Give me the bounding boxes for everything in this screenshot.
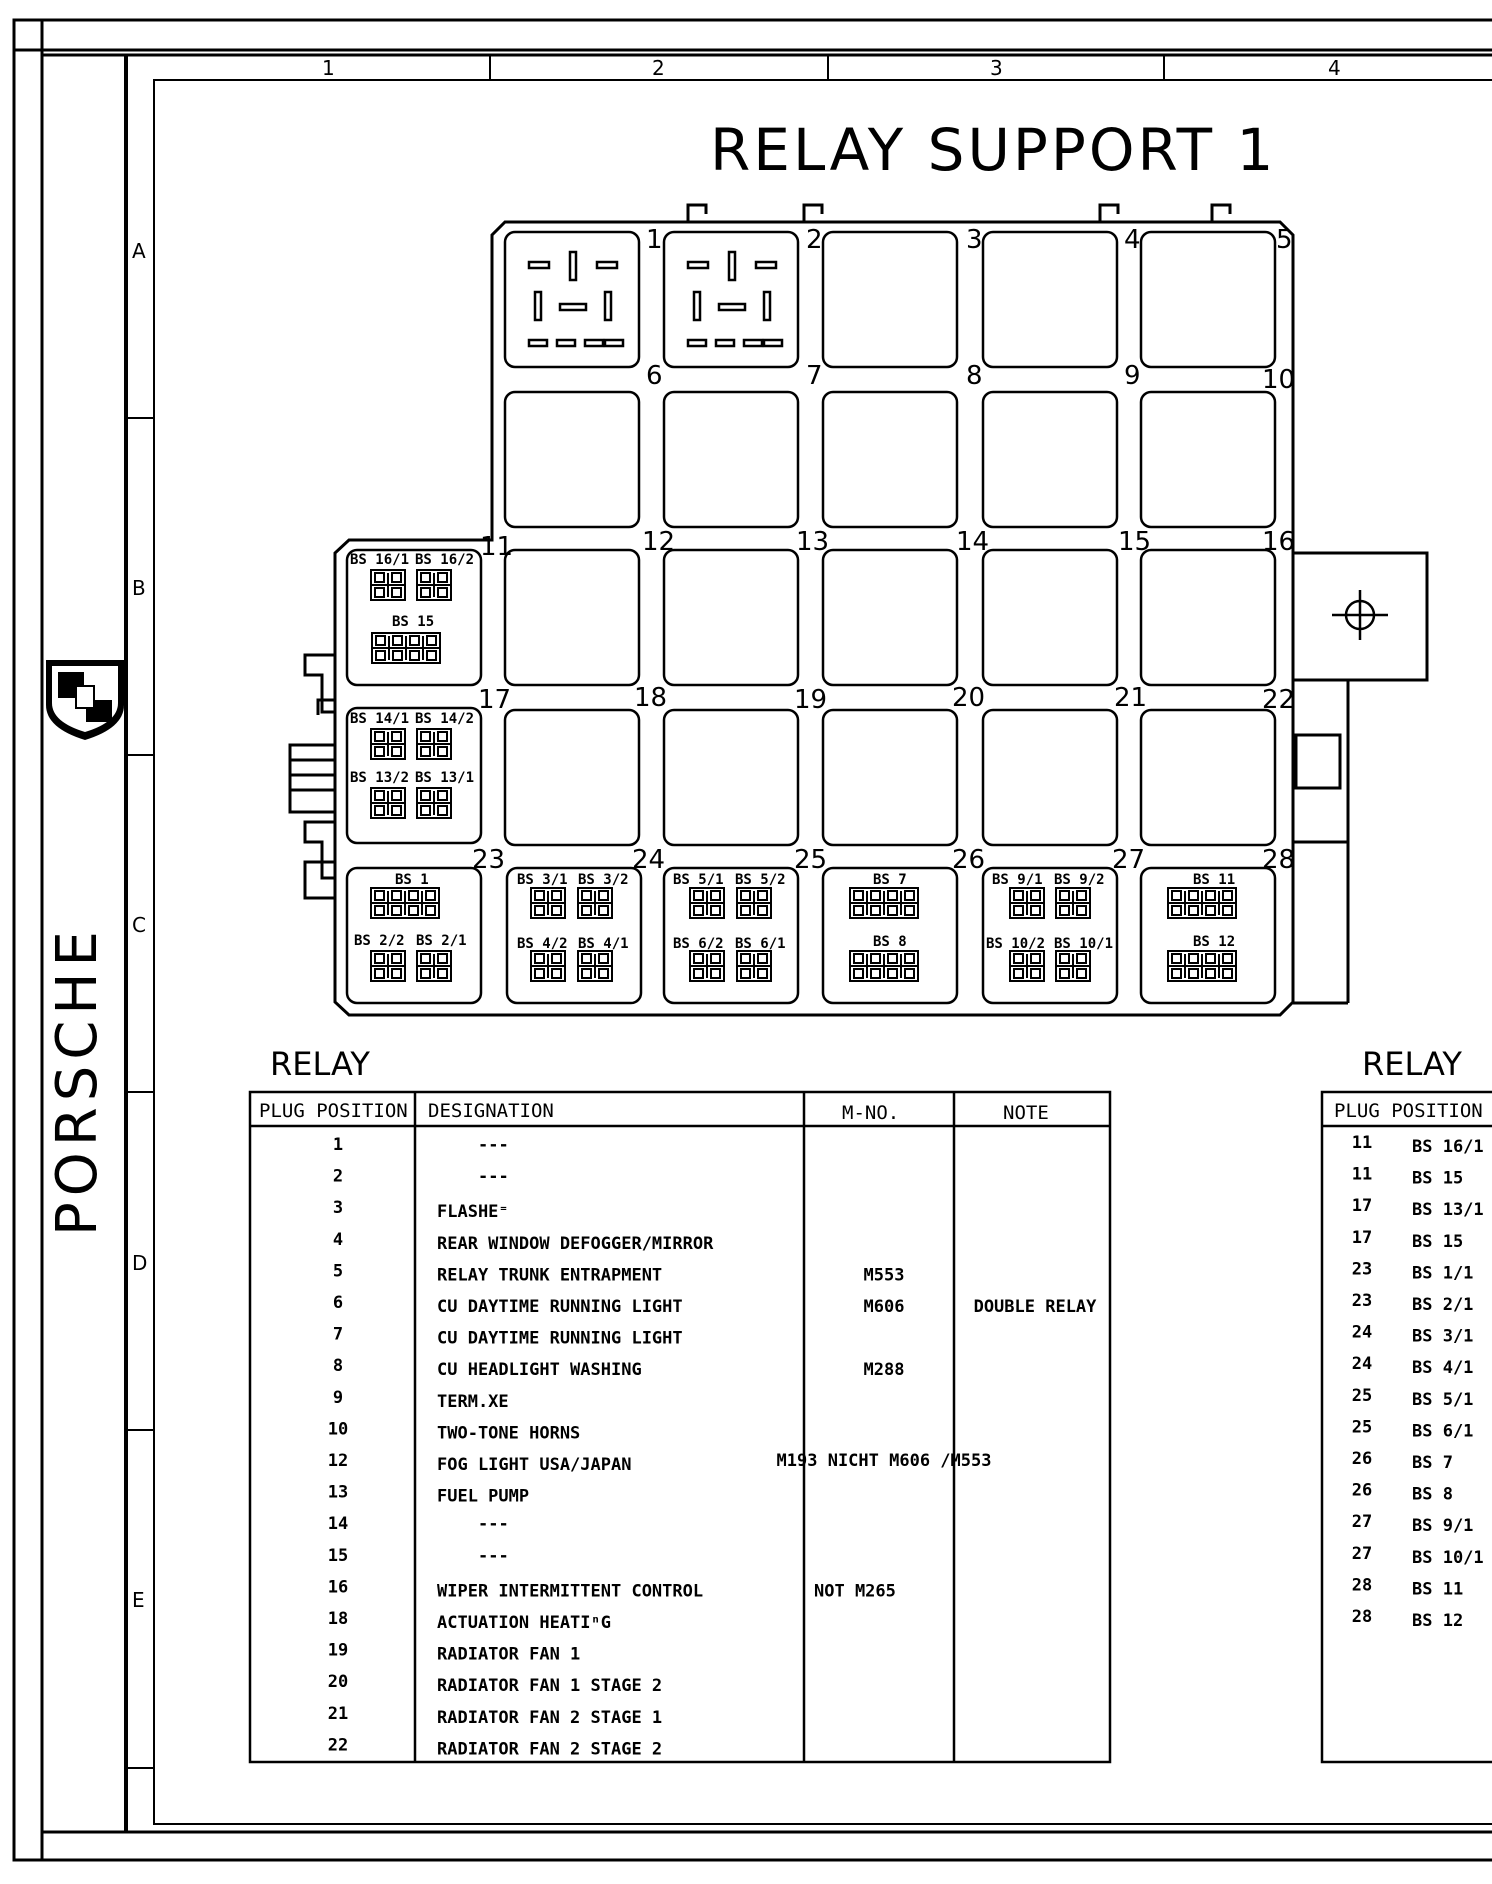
slot-number: 11	[480, 532, 514, 562]
plug-blocks	[347, 550, 1275, 1003]
slot-number: 6	[646, 361, 663, 391]
slot-number: 2	[806, 225, 823, 255]
bs-label: BS 4/2	[517, 936, 568, 952]
cell-bs: BS 6/1	[1412, 1421, 1474, 1442]
col-label-1: 1	[322, 56, 335, 80]
diagram-title: RELAY SUPPORT 1	[710, 116, 1277, 184]
cell-designation: FLASHE⁼	[437, 1202, 509, 1223]
cell-m-no: M288	[863, 1360, 905, 1381]
cell-bs: BS 9/1	[1412, 1516, 1474, 1537]
plug-connector-icon	[531, 951, 565, 981]
slot-number: 12	[642, 527, 676, 557]
cell-plug-position: 22	[327, 1735, 349, 1756]
cell-bs: BS 10/1	[1412, 1547, 1484, 1568]
cell-bs: BS 5/1	[1412, 1389, 1474, 1410]
cell-designation: RADIATOR FAN 1 STAGE 2	[437, 1676, 663, 1697]
cell-plug-position: 10	[327, 1419, 349, 1440]
bs-label: BS 12	[1193, 934, 1236, 950]
relay-slot-10	[1141, 392, 1275, 527]
plug-connector-icon	[417, 788, 451, 818]
bs-label: BS 7	[873, 872, 907, 888]
cell-bs: BS 15	[1412, 1168, 1464, 1189]
bs-label: BS 5/1	[673, 872, 724, 888]
plug-connector-icon	[1168, 888, 1236, 918]
cell-plug-position: 8	[332, 1356, 344, 1377]
cell-plug-position: 27	[1351, 1512, 1373, 1533]
cell-plug-position: 9	[332, 1387, 344, 1408]
cell-m-no: M193 NICHT M606 /M553	[776, 1451, 992, 1471]
plug-connector-icon	[850, 888, 918, 918]
cell-plug-position: 5	[332, 1261, 344, 1282]
table-2-col-header-plug-position: PLUG POSITION	[1334, 1100, 1483, 1122]
cell-plug-position: 3	[332, 1198, 344, 1219]
slot-number: 27	[1112, 845, 1146, 875]
relay-table-2-heading: RELAY	[1362, 1045, 1462, 1083]
column-ruler	[322, 55, 1341, 80]
slot-number: 22	[1262, 685, 1296, 715]
cell-designation: WIPER INTERMITTENT CONTROL	[437, 1581, 704, 1602]
cell-note: DOUBLE RELAY	[973, 1297, 1097, 1317]
bs-label: BS 2/1	[416, 933, 467, 949]
col-header-designation: DESIGNATION	[428, 1100, 554, 1122]
cell-plug-position: 25	[1351, 1385, 1373, 1406]
cell-plug-position: 24	[1351, 1354, 1373, 1375]
slot-number: 23	[472, 845, 506, 875]
plug-connector-symbols	[371, 570, 1236, 981]
cell-designation: ---	[478, 1166, 509, 1187]
porsche-crest-icon	[46, 660, 124, 740]
cell-designation: FUEL PUMP	[437, 1486, 530, 1507]
cell-designation: TERM.XE	[437, 1391, 509, 1412]
plug-connector-icon	[737, 888, 771, 918]
bs-label: BS 5/2	[735, 872, 786, 888]
cell-plug-position: 17	[1351, 1227, 1373, 1248]
relay-pinout-icon	[529, 252, 623, 346]
plug-connector-icon	[371, 788, 405, 818]
plug-connector-icon	[417, 951, 451, 981]
bs-label: BS 15	[392, 614, 435, 630]
cell-plug-position: 4	[332, 1229, 344, 1250]
cell-plug-position: 18	[327, 1609, 349, 1629]
plug-connector-icon	[1056, 888, 1090, 918]
relay-slot-13	[823, 550, 957, 685]
cell-designation: RADIATOR FAN 1	[437, 1644, 581, 1665]
bs-label: BS 13/2	[350, 770, 410, 786]
slot-number: 21	[1114, 683, 1148, 713]
plug-connector-icon	[417, 570, 451, 600]
relay-table-2-body	[1352, 1133, 1484, 1631]
cell-m-no: M553	[863, 1265, 905, 1286]
relay-slot-12	[664, 550, 798, 685]
cell-plug-position: 25	[1351, 1417, 1373, 1438]
plug-connector-icon	[690, 888, 724, 918]
bs-label: BS 14/2	[415, 711, 475, 727]
cell-plug-position: 14	[327, 1514, 349, 1535]
slot-number: 26	[952, 845, 986, 875]
cell-plug-position: 26	[1351, 1480, 1373, 1501]
cell-plug-position: 16	[327, 1577, 349, 1598]
cell-bs: BS 12	[1412, 1611, 1464, 1631]
cell-bs: BS 2/1	[1412, 1295, 1474, 1315]
cell-designation: ---	[478, 1514, 509, 1535]
plug-connector-icon	[1010, 951, 1044, 981]
bs-label: BS 8	[873, 934, 907, 950]
relay-slot-16	[505, 710, 639, 845]
cell-designation: CU DAYTIME RUNNING LIGHT	[437, 1297, 683, 1317]
cell-designation: RADIATOR FAN 2 STAGE 2	[437, 1739, 663, 1760]
cell-plug-position: 15	[327, 1545, 349, 1566]
slot-number: 3	[966, 225, 983, 255]
cell-plug-position: 11	[1351, 1164, 1373, 1185]
cell-m-no: M606	[863, 1297, 905, 1317]
cell-designation: RELAY TRUNK ENTRAPMENT	[437, 1265, 663, 1286]
slot-number: 28	[1262, 845, 1296, 875]
slot-number: 7	[806, 361, 823, 391]
relay-slot-8	[823, 392, 957, 527]
slot-number: 20	[952, 683, 986, 713]
slot-number: 25	[794, 845, 828, 875]
bs-label: BS 2/2	[354, 933, 405, 949]
relay-slot-4	[983, 232, 1117, 367]
relay-slot-17	[664, 710, 798, 845]
plug-connector-icon	[371, 951, 405, 981]
relay-slot-18	[823, 710, 957, 845]
slot-number: 5	[1276, 225, 1293, 255]
cell-bs: BS 7	[1412, 1453, 1453, 1473]
cell-plug-position: 17	[1351, 1196, 1373, 1217]
row-label-d: D	[132, 1251, 148, 1275]
relay-slot-20	[1141, 710, 1275, 845]
plug-connector-icon	[578, 888, 612, 918]
bs-label: BS 9/1	[992, 872, 1043, 888]
plug-connector-icon	[578, 951, 612, 981]
cell-plug-position: 28	[1351, 1575, 1373, 1596]
row-label-a: A	[132, 239, 146, 263]
plug-connector-icon	[1010, 888, 1044, 918]
cell-designation: ACTUATION HEATIⁿG	[437, 1613, 611, 1633]
col-label-2: 2	[652, 56, 665, 80]
cell-bs: BS 4/1	[1412, 1358, 1474, 1379]
cell-plug-position: 24	[1351, 1322, 1373, 1343]
col-label-3: 3	[990, 56, 1003, 80]
cell-designation: FOG LIGHT USA/JAPAN	[437, 1455, 632, 1475]
cell-plug-position: 2	[332, 1166, 344, 1187]
mounting-hole-icon	[1332, 590, 1388, 640]
cell-plug-position: 23	[1351, 1259, 1373, 1280]
col-header-plug-position: PLUG POSITION	[259, 1100, 408, 1122]
row-label-b: B	[132, 576, 146, 600]
col-header-m-no: M-NO.	[842, 1102, 900, 1124]
relay-table-body	[328, 1135, 1097, 1759]
plug-connector-icon	[850, 951, 918, 981]
plug-connector-icon	[371, 729, 405, 759]
col-header-note: NOTE	[1003, 1102, 1049, 1124]
plug-connector-icon	[1168, 951, 1236, 981]
cell-bs: BS 16/1	[1412, 1137, 1484, 1157]
bs-label: BS 11	[1193, 872, 1236, 888]
cell-bs: BS 3/1	[1412, 1326, 1474, 1347]
slot-number: 10	[1262, 365, 1296, 395]
col-label-4: 4	[1328, 56, 1341, 80]
bs-label: BS 16/1	[350, 552, 410, 568]
cell-plug-position: 23	[1351, 1291, 1373, 1311]
relay-slot-19	[983, 710, 1117, 845]
relay-slot-7	[664, 392, 798, 527]
row-ruler	[126, 239, 154, 1768]
slot-number: 8	[966, 361, 983, 391]
relay-slot-3	[823, 232, 957, 367]
relay-carrier-outline	[290, 205, 1427, 1015]
relay-slot-11	[505, 550, 639, 685]
cell-designation: CU DAYTIME RUNNING LIGHT	[437, 1328, 683, 1349]
cell-plug-position: 26	[1351, 1449, 1373, 1469]
cell-designation: RADIATOR FAN 2 STAGE 1	[437, 1707, 663, 1728]
slot-number: 1	[646, 225, 663, 255]
bs-label: BS 9/2	[1054, 872, 1105, 888]
bs-label: BS 13/1	[415, 770, 475, 786]
cell-designation: REAR WINDOW DEFOGGER/MIRROR	[437, 1233, 714, 1254]
bs-label: BS 3/2	[578, 872, 629, 888]
cell-bs: BS 11	[1412, 1579, 1464, 1600]
slot-number: 24	[632, 845, 666, 875]
plug-connector-icon	[737, 951, 771, 981]
cell-designation: TWO-TONE HORNS	[437, 1423, 581, 1444]
cell-designation: CU HEADLIGHT WASHING	[437, 1360, 642, 1381]
slot-number: 15	[1118, 527, 1152, 557]
cell-plug-position: 7	[332, 1324, 344, 1345]
cell-bs: BS 13/1	[1412, 1200, 1484, 1221]
plug-connector-icon	[371, 570, 405, 600]
bs-label: BS 4/1	[578, 936, 629, 952]
cell-plug-position: 20	[327, 1672, 349, 1693]
plug-connector-icon	[417, 729, 451, 759]
slot-number: 14	[956, 527, 990, 557]
relay-slot-grid	[505, 232, 1275, 845]
cell-plug-position: 6	[332, 1293, 344, 1313]
plug-connector-icon	[372, 633, 440, 663]
relay-table-heading: RELAY	[270, 1045, 370, 1083]
cell-plug-position: 21	[327, 1703, 349, 1724]
cell-bs: BS 8	[1412, 1484, 1453, 1505]
bs-label: BS 6/2	[673, 936, 724, 952]
relay-slot-5	[1141, 232, 1275, 367]
cell-plug-position: 19	[327, 1640, 349, 1661]
slot-number: 17	[478, 685, 512, 715]
row-label-e: E	[132, 1588, 145, 1612]
cell-plug-position: 12	[327, 1451, 349, 1471]
plug-connector-icon	[531, 888, 565, 918]
relay-slot-6	[505, 392, 639, 527]
bs-label: BS 3/1	[517, 872, 568, 888]
bs-label: BS 6/1	[735, 936, 786, 952]
relay-table	[250, 1092, 1110, 1762]
bs-label: BS 14/1	[350, 711, 410, 727]
cell-plug-position: 1	[332, 1135, 344, 1155]
slot-number: 13	[796, 527, 830, 557]
relay-slot-9	[983, 392, 1117, 527]
relay-pinout-icon	[688, 252, 782, 346]
cell-bs: BS 1/1	[1412, 1263, 1474, 1284]
bs-label: BS 16/2	[415, 552, 475, 568]
bs-label: BS 10/2	[986, 936, 1046, 952]
cell-plug-position: 11	[1351, 1133, 1373, 1153]
bs-label: BS 1	[395, 872, 429, 888]
slot-number: 9	[1124, 361, 1141, 391]
cell-plug-position: 28	[1351, 1607, 1373, 1627]
slot-number: 4	[1124, 225, 1141, 255]
slot-number: 16	[1262, 527, 1296, 557]
cell-bs: BS 15	[1412, 1231, 1464, 1252]
slot-number: 19	[794, 685, 828, 715]
plug-connector-icon	[371, 888, 439, 918]
cell-designation: ---	[478, 1135, 509, 1155]
cell-designation: ---	[478, 1545, 509, 1566]
cell-plug-position: 13	[327, 1482, 349, 1503]
relay-slot-15	[1141, 550, 1275, 685]
relay-pin-symbols	[529, 252, 782, 346]
plug-connector-icon	[1056, 951, 1090, 981]
brand-wordmark: PORSCHE	[45, 925, 110, 1236]
bs-label: BS 10/1	[1054, 936, 1114, 952]
plug-connector-icon	[690, 951, 724, 981]
relay-slot-14	[983, 550, 1117, 685]
cell-plug-position: 27	[1351, 1543, 1373, 1564]
cell-m-no: NOT M265	[814, 1581, 896, 1602]
row-label-c: C	[132, 913, 146, 937]
slot-number: 18	[634, 683, 668, 713]
